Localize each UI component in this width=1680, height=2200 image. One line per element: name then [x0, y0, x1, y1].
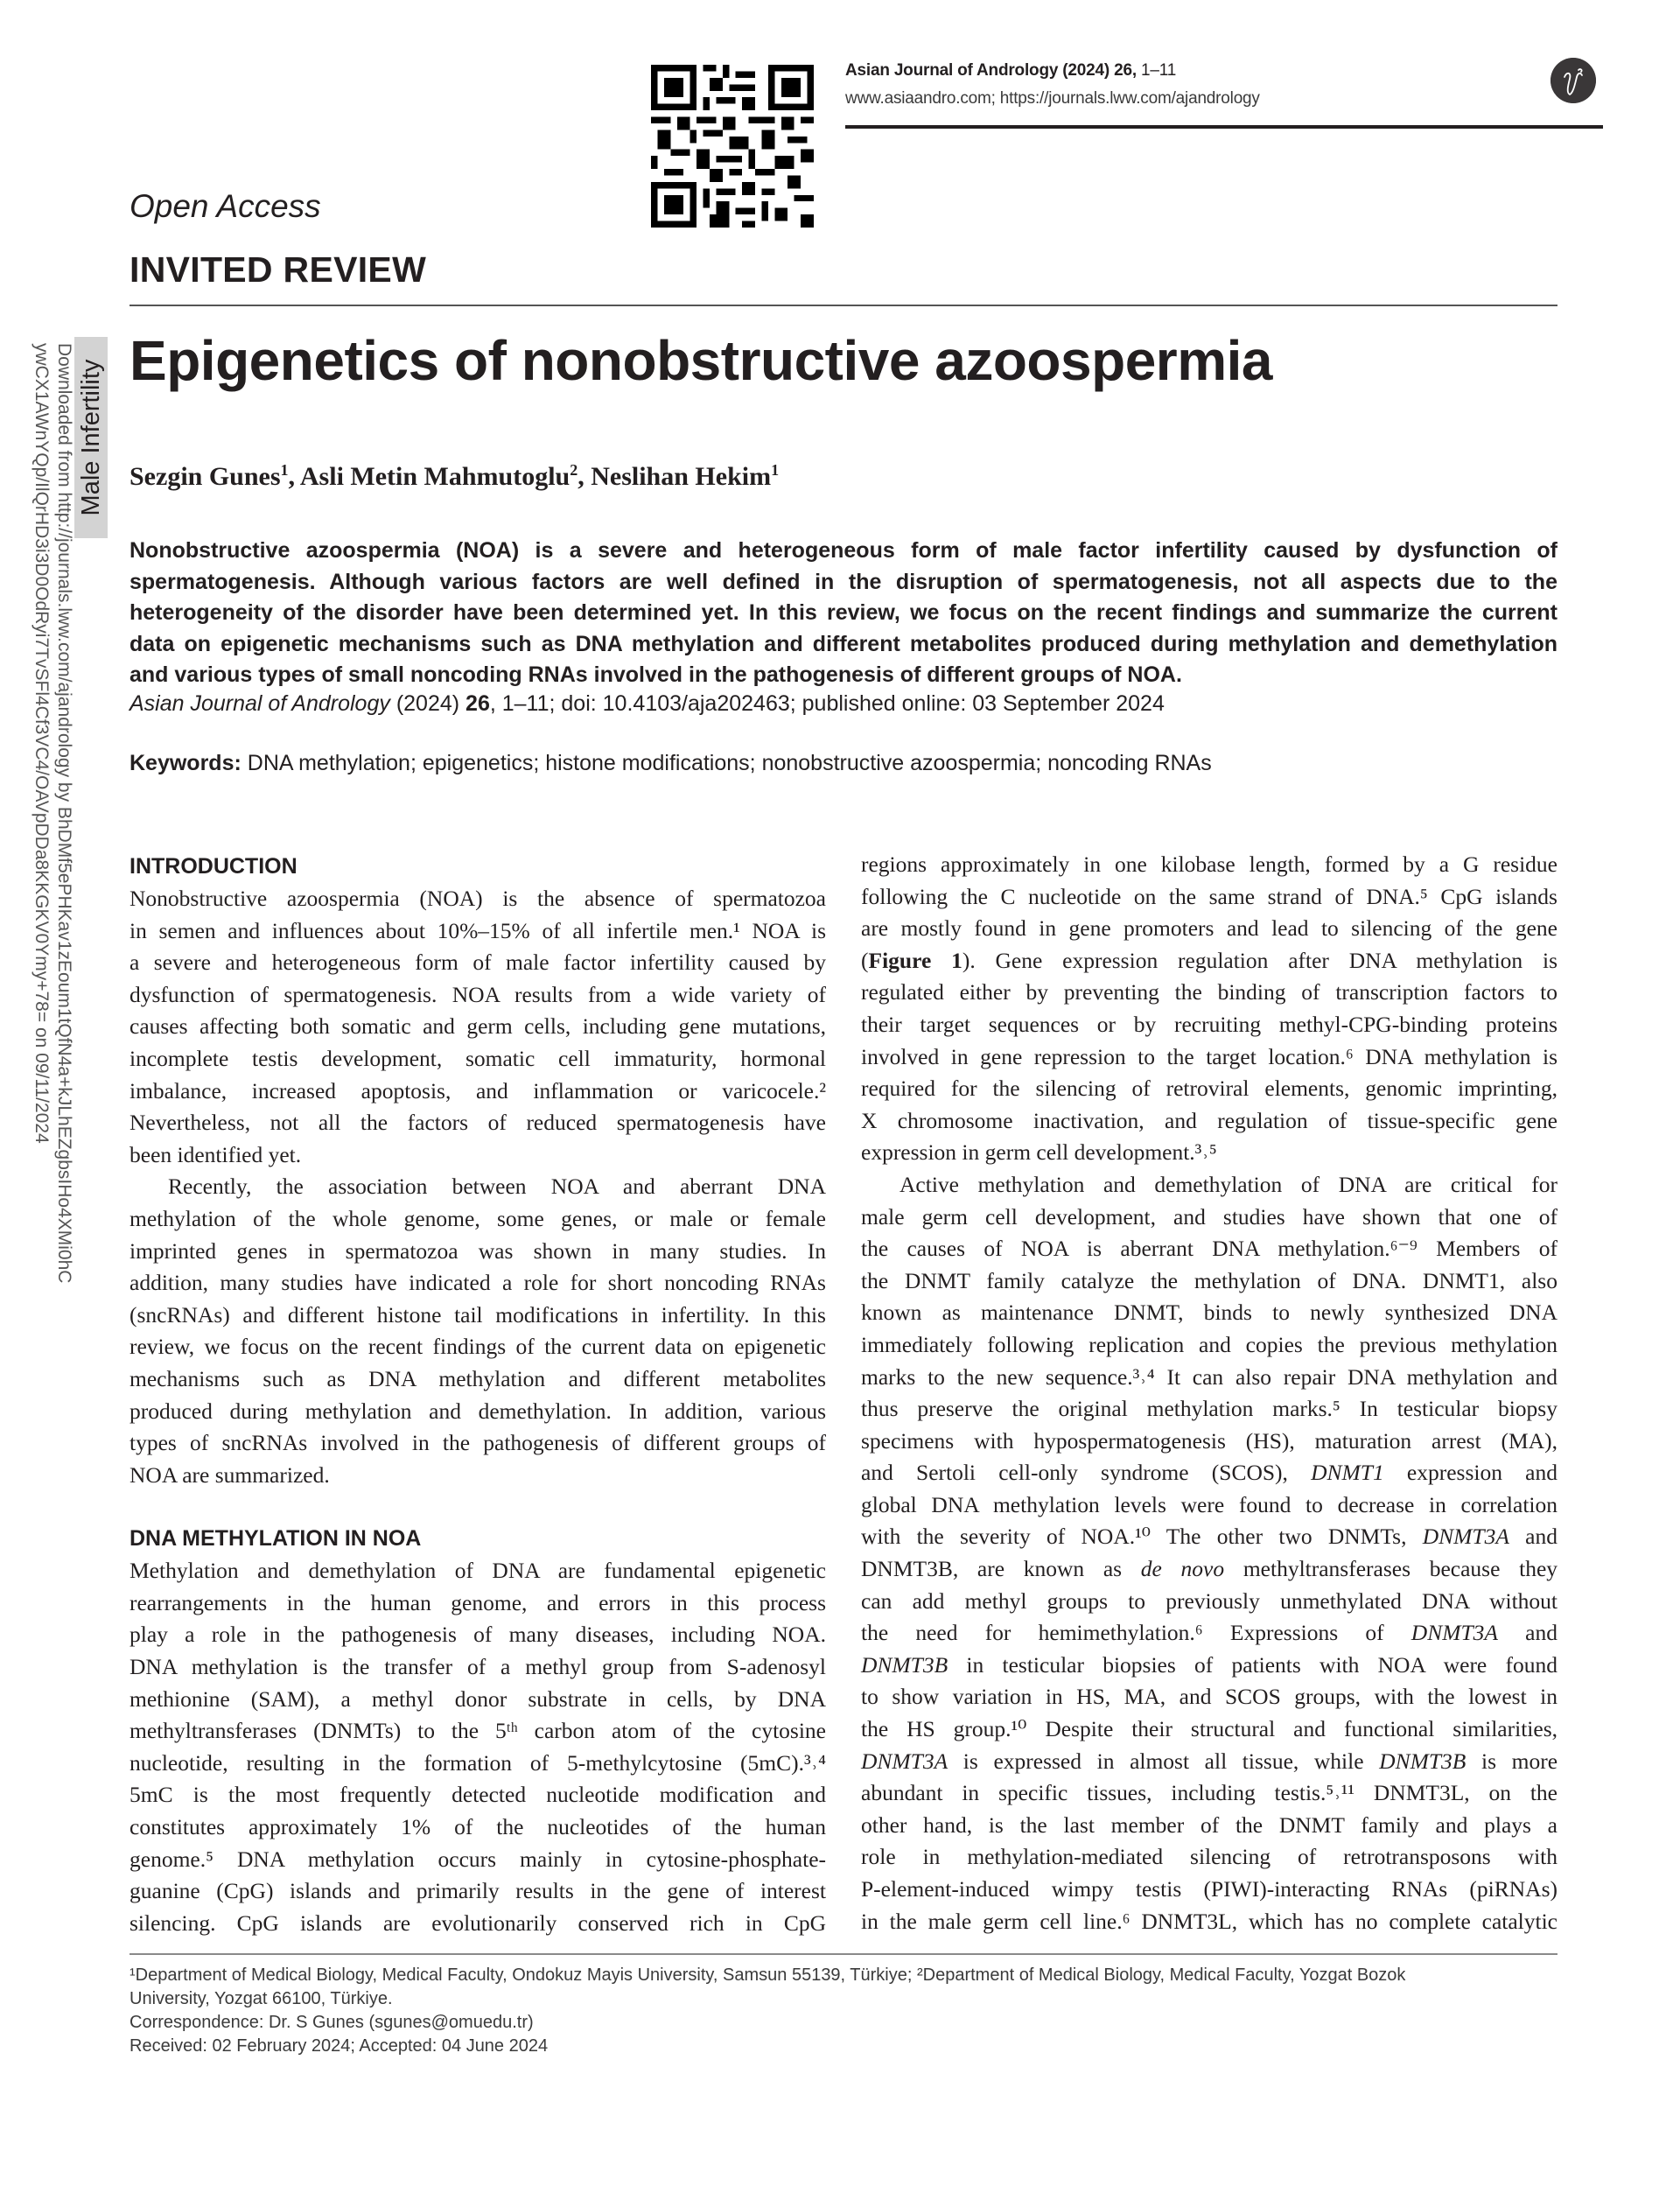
paragraph-line: a severe and heterogeneous form of male factor infertility caused by: [130, 949, 826, 976]
paragraph-line: the need for hemimethylation.⁶ Expressions of DNMT3A and: [861, 1620, 1558, 1646]
author-name: Neslihan Hekim: [591, 462, 772, 491]
keywords-line: [130, 751, 1212, 776]
paragraph-line: X chromosome inactivation, and regulation of tissue-specific gene: [861, 1107, 1558, 1133]
paragraph-line: DNMT3B in testicular biopsies of patients with NOA were found: [861, 1651, 1558, 1678]
paragraph-line: genome.⁵ DNA methylation occurs mainly in cytosine-phosphate-: [130, 1846, 826, 1872]
paragraph-line: DNA methylation is the transfer of a methyl group from S-adenosyl: [130, 1654, 826, 1680]
paragraph-line: with the severity of NOA.¹⁰ The other two DNMTs, DNMT3A and: [861, 1524, 1558, 1550]
citation-line: [130, 691, 1165, 717]
paragraph-line: the HS group.¹⁰ Despite their structural and functional similarities,: [861, 1716, 1558, 1742]
paragraph-line: role in methylation-mediated silencing of retrotransposons with: [861, 1844, 1558, 1870]
paragraph-line: global DNA methylation levels were found to decrease in correlation: [861, 1491, 1558, 1517]
paragraph-line: marks to the new sequence.³˒⁴ It can also repair DNA methylation and: [861, 1363, 1558, 1390]
citation-details[interactable]: , 1–11; doi: 10.4103/aja202463; published online: 03 September 2024: [489, 691, 1165, 716]
paragraph-line: causes affecting both somatic and germ cells, including gene mutations,: [130, 1013, 826, 1040]
open-access-label: Open Access: [130, 188, 321, 224]
paragraph-line: silencing. CpG islands are evolutionarily conserved rich in CpG: [130, 1909, 826, 1936]
paragraph-line: methyltransferases (DNMTs) to the 5ᵗʰ carbon atom of the cytosine: [130, 1718, 826, 1744]
paragraph-line: Active methylation and demethylation of DNA are critical for: [900, 1171, 1558, 1197]
author-name: Sezgin Gunes: [130, 462, 281, 491]
paragraph-line: specimens with hypospermatogenesis (HS), maturation arrest (MA),: [861, 1427, 1558, 1454]
author-name: Asli Metin Mahmutoglu: [299, 462, 570, 491]
paragraph: [861, 849, 1558, 1169]
journal-name: Asian Journal of Andrology (2024) 26,: [845, 61, 1137, 80]
paragraph-line: methionine (SAM), a methyl donor substrate in cells, by DNA: [130, 1685, 826, 1712]
paragraph-line: regions approximately in one kilobase length, formed by a G residue: [861, 851, 1558, 877]
author-list: Sezgin Gunes$^1$, Asli Metin Mahmutoglu$^2$, Neslihan Hekim$^1$: [130, 461, 780, 491]
abstract-line: heterogeneity of the disorder have been determined yet. In this review, we focus on the recent findings and summarize the current: [130, 600, 1558, 625]
paragraph-line: P-element-induced wimpy testis (PIWI)-interacting RNAs (piRNAs): [861, 1876, 1558, 1902]
section-gap: [130, 1491, 826, 1523]
paragraph-line: abundant in specific tissues, including testis.⁵˒¹¹ DNMT3L, on the: [861, 1780, 1558, 1806]
abstract-line: and various types of small noncoding RNAs involved in the pathogenesis of different groups of NOA.: [130, 662, 1182, 687]
paragraph-line: NOA are summarized.: [130, 1461, 330, 1488]
paragraph-line: can add methyl groups to previously unmethylated DNA without: [861, 1587, 1558, 1614]
paragraph-line: the DNMT family catalyze the methylation of DNA. DNMT1, also: [861, 1267, 1558, 1293]
paragraph-line: play a role in the pathogenesis of many diseases, including NOA.: [130, 1622, 826, 1648]
paragraph-line: immediately following replication and copies the previous methylation: [861, 1331, 1558, 1357]
journal-logo-icon: [1550, 58, 1596, 103]
author-affiliation: 2: [570, 461, 578, 480]
citation-volume: 26: [466, 691, 490, 716]
citation-year: (2024): [389, 691, 466, 716]
paragraph-line: methylation of the whole genome, some genes, or male or female: [130, 1205, 826, 1231]
paragraph-line: mechanisms such as DNA methylation and different metabolites: [130, 1365, 826, 1391]
paragraph-line: in the male germ cell line.⁶ DNMT3L, which has no complete catalytic: [861, 1908, 1558, 1934]
footnote-dates: Received: 02 February 2024; Accepted: 04 June 2024: [130, 2036, 549, 2056]
paragraph-line: known as maintenance DNMT, binds to newly synthesized DNA: [861, 1300, 1558, 1326]
paragraph: [130, 883, 826, 1171]
footnote-affiliations-cont: University, Yozgat 66100, Türkiye.: [130, 1989, 393, 2008]
keywords-text: DNA methylation; epigenetics; histone modifications; nonobstructive azoospermia; noncoding RNAs: [241, 751, 1212, 775]
paragraph-line: regulated either by preventing the binding of transcription factors to: [861, 979, 1558, 1005]
paragraph-line: in semen and influences about 10%–15% of all infertile men.¹ NOA is: [130, 917, 826, 943]
body-column-right: [861, 849, 1558, 1937]
header-divider: [845, 125, 1603, 129]
paragraph-line: dysfunction of spermatogenesis. NOA results from a wide variety of: [130, 981, 826, 1007]
abstract-line: Nonobstructive azoospermia (NOA) is a severe and heterogeneous form of male factor infertility caused by dysfunction of: [130, 538, 1558, 563]
journal-urls[interactable]: www.asiaandro.com; https://journals.lww.com/ajandrology: [845, 89, 1260, 108]
abstract-line: spermatogenesis. Although various factors are well defined in the disruption of spermatogenesis, not all aspects due to the: [130, 569, 1558, 594]
abstract-line: data on epigenetic mechanisms such as DNA methylation and different metabolites produced during methylation and demethylation: [130, 631, 1558, 656]
footnote-affiliations: ¹Department of Medical Biology, Medical Faculty, Ondokuz Mayis University, Samsun 55139, Türkiye; ²Department of Medical Biology, Medical Faculty, Yozgat Bozok: [130, 1965, 1406, 1985]
paragraph-line: imprinted genes in spermatozoa was shown in many studies. In: [130, 1237, 826, 1264]
paragraph-line: other hand, is the last member of the DNMT family and plays a: [861, 1811, 1558, 1838]
paragraph-line: thus preserve the original methylation marks.⁵ In testicular biopsy: [861, 1396, 1558, 1422]
paragraph-line: imbalance, increased apoptosis, and inflammation or varicocele.²: [130, 1077, 826, 1104]
paragraph-line: are mostly found in gene promoters and lead to silencing of the gene: [861, 915, 1558, 942]
paragraph-line: Nonobstructive azoospermia (NOA) is the absence of spermatozoa: [130, 886, 826, 911]
footnote-correspondence[interactable]: Correspondence: Dr. S Gunes (sgunes@omuedu.tr): [130, 2013, 534, 2032]
paragraph-line: review, we focus on the recent findings of the current data on epigenetic: [130, 1334, 826, 1360]
paragraph-line: their target sequences or by recruiting methyl-CPG-binding proteins: [861, 1011, 1558, 1037]
paragraph-line: (sncRNAs) and different histone tail modifications in infertility. In this: [130, 1301, 826, 1328]
paragraph-line: rearrangements in the human genome, and errors in this process: [130, 1589, 826, 1615]
article-type: INVITED REVIEW: [130, 249, 427, 290]
footnote-divider: [130, 1953, 1558, 1955]
paragraph-line: DNMT3B, are known as de novo methyltransferases because they: [861, 1556, 1558, 1582]
download-notice-line: ywCX1AWnYQp/IlQrHD3i3D0OdRyi7TvSFl4Cf3VC4/OAVpDDa8KKGKV0Ymy+78= on 09/11/2024: [32, 343, 52, 1144]
section-heading-dna-methylation: DNA METHYLATION IN NOA: [130, 1526, 422, 1552]
paragraph-line: following the C nucleotide on the same strand of DNA.⁵ CpG islands: [861, 883, 1558, 909]
paragraph-line: been identified yet.: [130, 1141, 302, 1167]
paragraph-line: guanine (CpG) islands and primarily results in the gene of interest: [130, 1878, 826, 1904]
footnotes: [130, 1964, 1558, 2058]
paragraph-line: and Sertoli cell-only syndrome (SCOS), DNMT1 expression and: [861, 1460, 1558, 1486]
paragraph: [861, 1169, 1558, 1937]
paragraph-line: 5mC is the most frequently detected nucleotide modification and: [130, 1782, 826, 1808]
paragraph-line: (Figure 1). Gene expression regulation after DNA methylation is: [861, 947, 1558, 973]
paragraph-line: produced during methylation and demethylation. In addition, various: [130, 1398, 826, 1424]
title-divider: [130, 305, 1558, 306]
paragraph-line: nucleotide, resulting in the formation of 5-methylcytosine (5mC).³˒⁴: [130, 1749, 826, 1776]
paragraph-line: constitutes approximately 1% of the nucleotides of the human: [130, 1814, 826, 1840]
paragraph-line: involved in gene repression to the target location.⁶ DNA methylation is: [861, 1043, 1558, 1069]
paragraph-line: addition, many studies have indicated a role for short noncoding RNAs: [130, 1270, 826, 1296]
section-heading-introduction: INTRODUCTION: [130, 854, 298, 879]
body-column-left: [130, 851, 826, 1939]
journal-citation-header: [845, 61, 1176, 81]
qr-code-icon: [651, 65, 814, 228]
paragraph-line: male germ cell development, and studies have shown that one of: [861, 1203, 1558, 1230]
article-title: Epigenetics of nonobstructive azoospermia: [130, 329, 1272, 392]
paragraph-line: required for the silencing of retroviral elements, genomic imprinting,: [861, 1075, 1558, 1102]
section-side-tab: [74, 337, 108, 538]
author-affiliation: 1: [280, 461, 289, 480]
paragraph-line: to show variation in HS, MA, and SCOS groups, with the lowest in: [861, 1684, 1558, 1710]
download-notice-line: Downloaded from http://journals.lww.com/ajandrology by BhDMf5ePHKav1zEoum1tQfN4a+kJLhEZgbsIHo4XMi0hC: [54, 343, 74, 1284]
paragraph-line: DNMT3A is expressed in almost all tissue, while DNMT3B is more: [861, 1748, 1558, 1774]
keywords-label: Keywords:: [130, 751, 242, 775]
author-affiliation: 1: [771, 461, 780, 480]
paragraph: [130, 1171, 826, 1491]
paragraph-line: types of sncRNAs involved in the pathogenesis of different groups of: [130, 1430, 826, 1456]
paragraph-line: Nevertheless, not all the factors of reduced spermatogenesis have: [130, 1110, 826, 1136]
abstract: [130, 536, 1558, 691]
paragraph-line: Methylation and demethylation of DNA are fundamental epigenetic: [130, 1558, 826, 1584]
paragraph-line: the causes of NOA is aberrant DNA methylation.⁶⁻⁹ Members of: [861, 1236, 1558, 1262]
journal-pages: 1–11: [1136, 61, 1177, 80]
citation-journal: Asian Journal of Andrology: [130, 691, 390, 716]
side-tab-label: Male Infertility: [77, 359, 105, 516]
paragraph-line: Recently, the association between NOA and aberrant DNA: [168, 1174, 826, 1200]
paragraph: [130, 1555, 826, 1939]
paragraph-line: expression in germ cell development.³˒⁵: [861, 1139, 1217, 1166]
paragraph-line: incomplete testis development, somatic cell immaturity, hormonal: [130, 1045, 826, 1071]
